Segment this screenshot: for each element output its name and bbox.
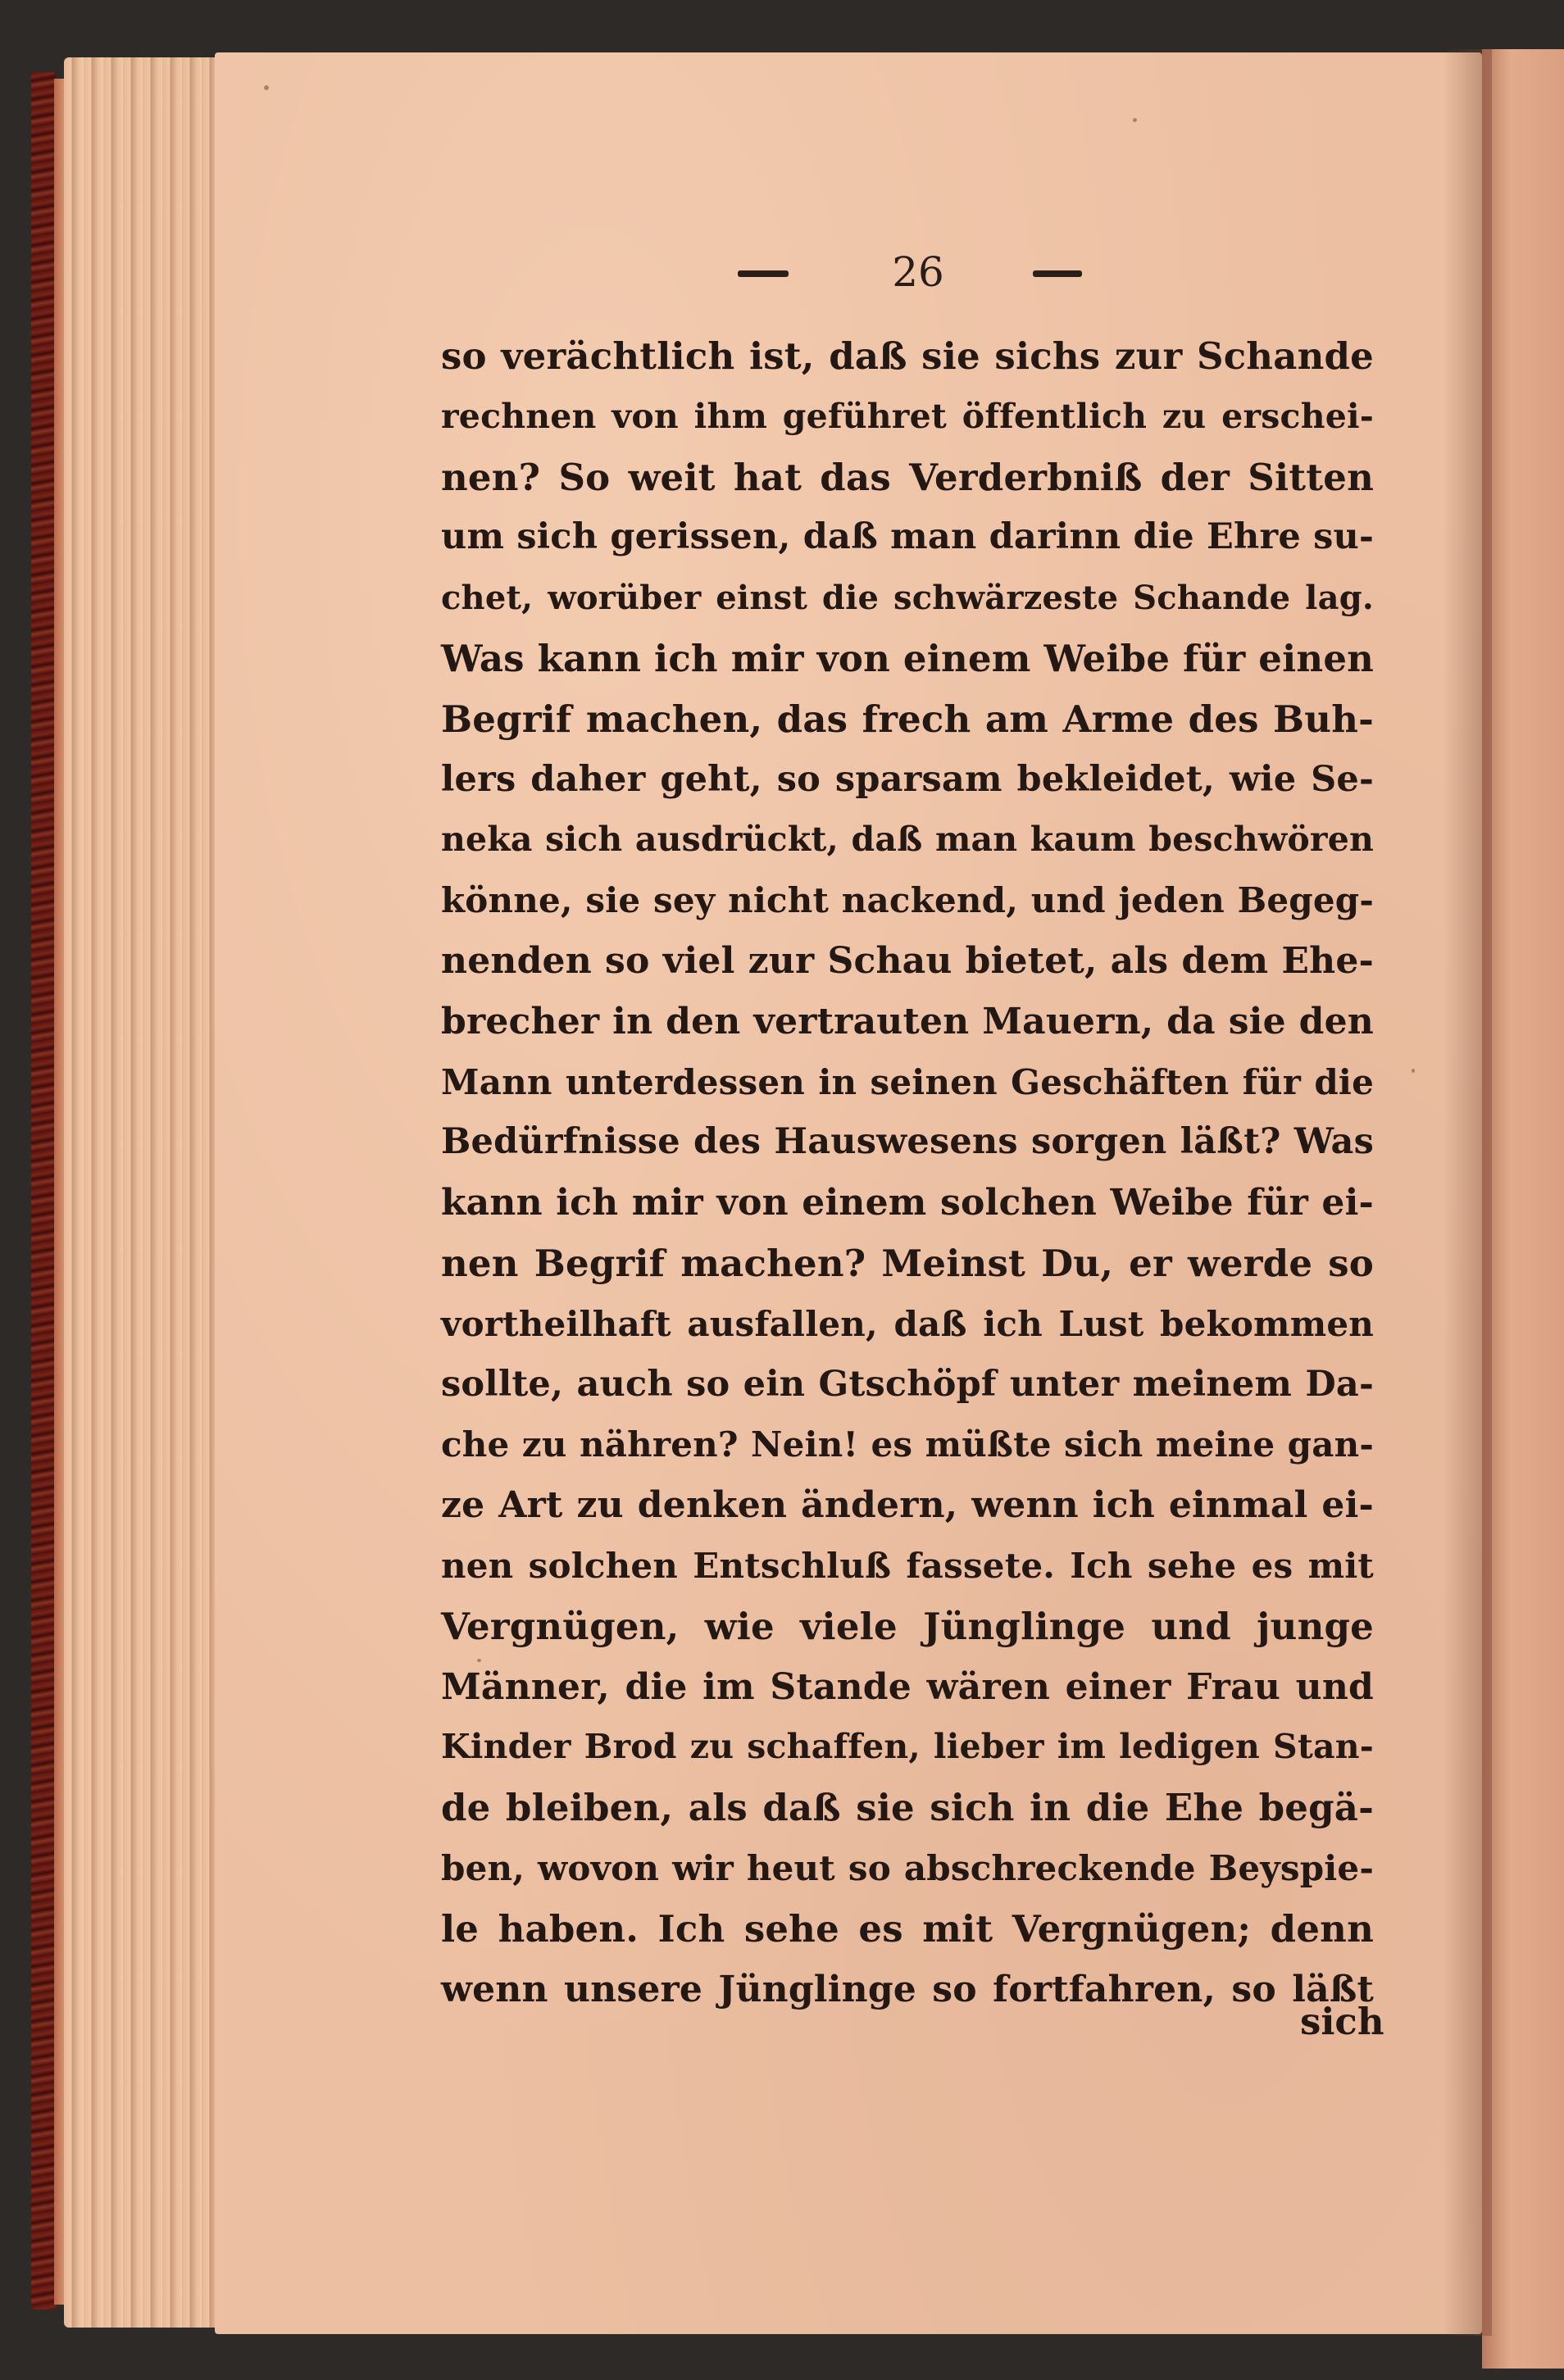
text-line: ben, wovon wir heut so abschreckende Beyspie- [441, 1847, 1374, 1888]
text-line: um sich gerissen, daß man darinn die Ehre su- [441, 516, 1374, 558]
text-line: vortheilhaft ausfallen, daß ich Lust bekommen [441, 1303, 1374, 1344]
page-header [738, 246, 1082, 303]
text-line: nenden so viel zur Schau bietet, als dem Ehe- [441, 939, 1374, 982]
gutter-shadow [1443, 49, 1492, 2336]
text-line: so verächtlich ist, daß sie sichs zur Schande [441, 334, 1374, 378]
text-line: lers daher geht, so sparsam bekleidet, wie Se- [441, 758, 1374, 800]
text-line: Kinder Brod zu schaffen, lieber im ledigen Stan- [441, 1727, 1374, 1767]
catchword: sich [1300, 2000, 1384, 2043]
page-stack-edges [64, 57, 236, 2328]
text-line: wenn unsere Jünglinge so fortfahren, so läßt [441, 1968, 1374, 2010]
text-line: Männer, die im Stande wären einer Frau und [441, 1665, 1374, 1708]
text-line: nen? So weit hat das Verderbniß der Sitten [441, 455, 1374, 499]
text-line: brecher in den vertrauten Mauern, da sie den [441, 1000, 1374, 1042]
text-line: Vergnügen, wie viele Jünglinge und junge [441, 1604, 1374, 1648]
text-line: Begrif machen, das frech am Arme des Buh- [441, 697, 1374, 741]
book-cover-edge [31, 72, 56, 2310]
text-line: che zu nähren? Nein! es müßte sich meine gan- [441, 1424, 1374, 1465]
text-line: Mann unterdessen in seinen Geschäften für die [441, 1061, 1374, 1102]
text-line: rechnen von ihm geführet öffentlich zu erschei- [441, 396, 1374, 436]
text-line: de bleiben, als daß sie sich in die Ehe begä- [441, 1786, 1374, 1830]
paper-speck [1133, 118, 1137, 122]
header-dash-right [1033, 270, 1082, 277]
text-line: neka sich ausdrückt, daß man kaum beschwören [441, 820, 1374, 860]
body-text [441, 326, 1374, 2019]
text-line: Was kann ich mir von einem Weibe für einen [441, 636, 1375, 680]
text-line: ze Art zu denken ändern, wenn ich einmal ei- [441, 1484, 1374, 1527]
text-line: nen Begrif machen? Meinst Du, er werde so [441, 1241, 1374, 1285]
text-line: Bedürfnisse des Hauswesens sorgen läßt? Was [441, 1121, 1374, 1163]
text-line: chet, worüber einst die schwärzeste Schande lag. [441, 579, 1374, 618]
header-dash-left [738, 270, 789, 277]
paper-speck [1412, 1069, 1415, 1073]
facing-page-edge [1482, 49, 1564, 2369]
page-number: 26 [892, 248, 944, 296]
text-line: könne, sie sey nicht nackend, und jeden Begeg- [441, 880, 1374, 921]
text-line: nen solchen Entschluß fassete. Ich sehe es mit [441, 1545, 1374, 1586]
text-line: le haben. Ich sehe es mit Vergnügen; denn [441, 1906, 1374, 1951]
paper-speck [264, 85, 269, 90]
text-line: kann ich mir von einem solchen Weibe für ei- [441, 1182, 1374, 1224]
text-line: sollte, auch so ein Gtschöpf unter meinem Da- [441, 1363, 1374, 1405]
